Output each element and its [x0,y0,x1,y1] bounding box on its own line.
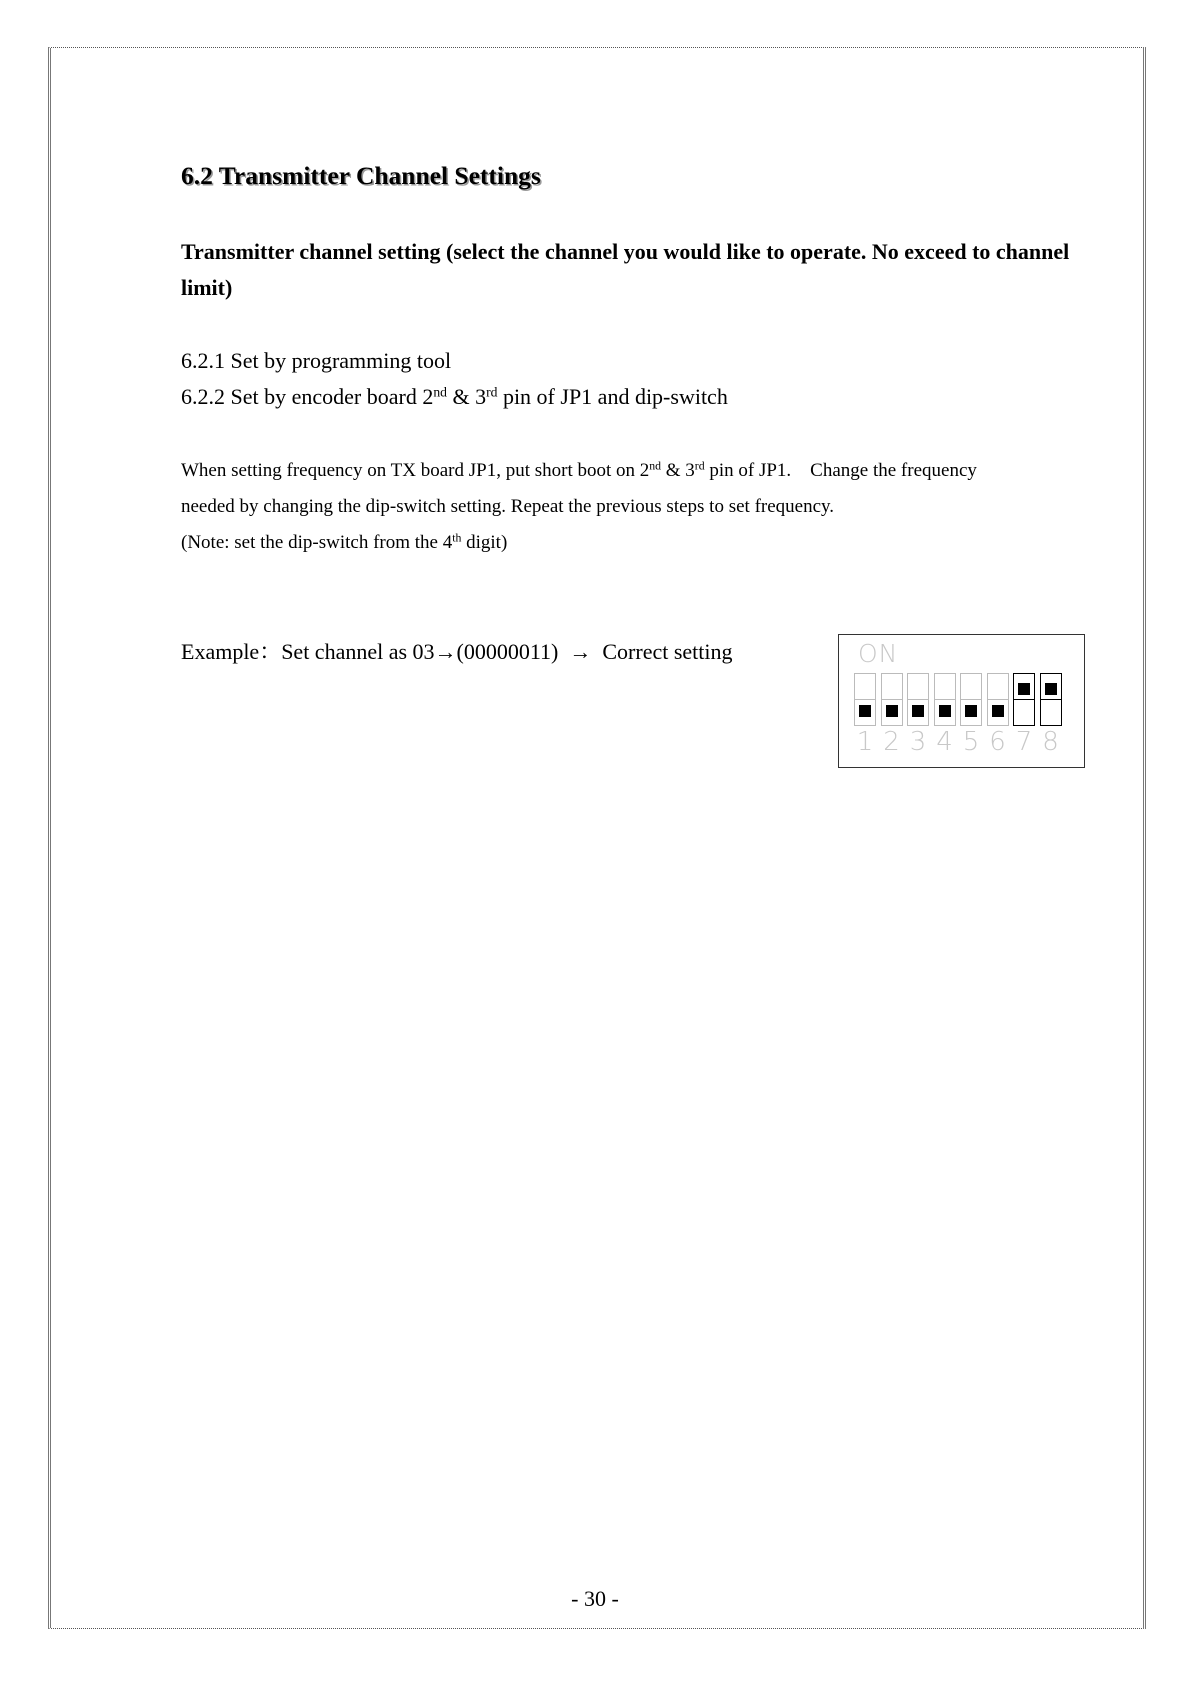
switch-knob [1018,683,1030,695]
switch-number-1: 1 [856,727,874,757]
paragraph-line-1 [181,453,1121,489]
subsection-6-2-2 [181,384,728,410]
section-title: 6.2 Transmitter Channel Settings [181,161,541,190]
dip-switch-3 [907,673,929,726]
section-intro: Transmitter channel setting (select the channel you would like to operate. No exceed to channel limit) [181,239,1070,300]
dip-switch-7 [1013,673,1035,726]
line-3-suffix: digit) [461,532,508,553]
superscript-nd: nd [649,459,662,473]
switch-divider [855,699,875,700]
switch-knob [1045,683,1057,695]
dip-switch-6 [987,673,1009,726]
switch-number-3: 3 [909,727,927,757]
switch-knob [965,705,977,717]
dip-switch-5 [960,673,982,726]
superscript-nd: nd [433,384,447,400]
switch-number-6: 6 [989,727,1006,757]
switch-number-4: 4 [936,727,953,757]
switch-knob [912,705,924,717]
line-1-suffix: pin of JP1. Change the frequency [704,460,977,481]
line-1-mid: & 3 [661,460,695,481]
switch-divider [935,699,955,700]
dip-on-label: ON [858,639,899,668]
dip-switch-diagram [838,634,1085,768]
dip-switch-1 [854,673,876,726]
switch-knob [859,705,871,717]
paragraph-line-3 [181,525,1121,561]
switch-number-5: 5 [962,727,980,757]
switch-knob [939,705,951,717]
superscript-rd: rd [694,459,705,473]
example-text: Example：Set channel as 03→(00000011) → Correct setting [181,639,733,664]
paragraph-line-2: needed by changing the dip-switch setting. Repeat the previous steps to set frequency. [181,496,835,517]
subsection-6-2-2-mid: & 3 [446,384,487,409]
dip-switch-8 [1040,673,1062,726]
switch-divider [908,699,928,700]
switch-divider [988,699,1008,700]
switch-divider [1014,699,1034,700]
subsection-6-2-1: 6.2.1 Set by programming tool [181,348,452,373]
subsection-6-2-2-suffix: pin of JP1 and dip-switch [497,384,728,409]
line-1-prefix: When setting frequency on TX board JP1, put short boot on 2 [181,460,650,481]
switch-number-7: 7 [1015,727,1033,757]
switch-number-8: 8 [1042,727,1059,757]
switch-divider [882,699,902,700]
line-3-prefix: (Note: set the dip-switch from the 4 [181,532,453,553]
superscript-rd: rd [486,384,498,400]
switch-divider [1041,699,1061,700]
subsection-6-2-2-prefix: 6.2.2 Set by encoder board 2 [181,384,434,409]
dip-switch-4 [934,673,956,726]
instruction-paragraph [181,453,1121,561]
dip-switch-2 [881,673,903,726]
switch-number-2: 2 [883,727,900,757]
switch-knob [886,705,898,717]
page-number: - 30 - [571,1586,619,1611]
switch-divider [961,699,981,700]
switch-knob [992,705,1004,717]
superscript-th: th [452,531,462,545]
